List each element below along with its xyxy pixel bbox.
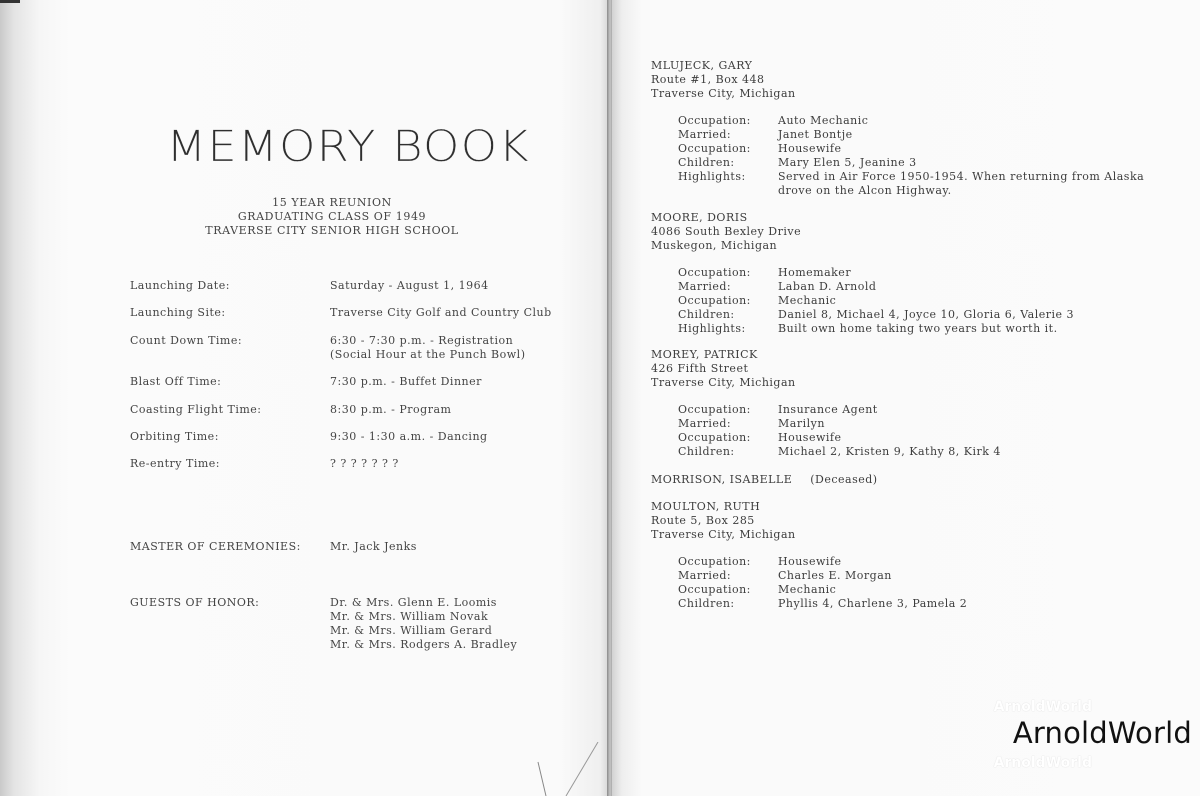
entry-address: 4086 South Bexley Drive xyxy=(651,225,802,238)
schedule-value: 9:30 - 1:30 a.m. - Dancing xyxy=(330,430,488,443)
detail-row xyxy=(651,308,1191,322)
entry-name: MOORE, DORIS xyxy=(651,211,748,224)
schedule-value: Traverse City Golf and Country Club xyxy=(330,306,552,319)
detail-value: Marilyn xyxy=(778,417,825,430)
detail-value: Homemaker xyxy=(778,266,852,279)
detail-row xyxy=(651,142,1191,156)
entry-address: Route #1, Box 448 xyxy=(651,73,765,86)
detail-row xyxy=(651,294,1191,308)
detail-label: Occupation: xyxy=(678,403,751,416)
entry-name: MOREY, PATRICK xyxy=(651,348,758,361)
detail-value: Mechanic xyxy=(778,583,837,596)
detail-label: Occupation: xyxy=(678,266,751,279)
page-fold-mark xyxy=(532,742,602,796)
guests-label: GUESTS OF HONOR: xyxy=(130,596,260,609)
corner-mark xyxy=(0,0,20,3)
entry-address: Route 5, Box 285 xyxy=(651,514,755,527)
entry-address: Traverse City, Michigan xyxy=(651,528,796,541)
detail-row xyxy=(651,569,1191,583)
schedule-label: Blast Off Time: xyxy=(130,375,222,388)
detail-value: Janet Bontje xyxy=(778,128,853,141)
watermark-ghost-top: ArnoldWorld xyxy=(993,699,1092,715)
entry-note: (Deceased) xyxy=(810,473,878,486)
master-value: Mr. Jack Jenks xyxy=(330,540,417,553)
schedule-value: 7:30 p.m. - Buffet Dinner xyxy=(330,375,482,388)
entry-address: Muskegon, Michigan xyxy=(651,239,778,252)
detail-value: Housewife xyxy=(778,142,842,155)
detail-row xyxy=(651,280,1191,294)
detail-value: Mary Elen 5, Jeanine 3 xyxy=(778,156,917,169)
detail-label: Married: xyxy=(678,128,732,141)
detail-label: Children: xyxy=(678,156,735,169)
detail-label: Occupation: xyxy=(678,114,751,127)
detail-row xyxy=(651,266,1191,280)
directory-entry xyxy=(651,348,1191,459)
detail-row xyxy=(651,417,1191,431)
detail-row xyxy=(651,128,1191,142)
guest-name: Mr. & Mrs. William Novak xyxy=(330,610,489,623)
entry-address: 426 Fifth Street xyxy=(651,362,749,375)
guest-name: Mr. & Mrs. Rodgers A. Bradley xyxy=(330,638,518,651)
detail-value: Michael 2, Kristen 9, Kathy 8, Kirk 4 xyxy=(778,445,1001,458)
detail-value: Built own home taking two years but worth it. xyxy=(778,322,1058,335)
schedule-label: Coasting Flight Time: xyxy=(130,403,262,416)
entry-details xyxy=(651,114,1191,198)
highlights-row xyxy=(651,170,1191,198)
detail-row xyxy=(651,597,1191,611)
detail-label: Occupation: xyxy=(678,431,751,444)
detail-value: Auto Mechanic xyxy=(778,114,869,127)
detail-label: Children: xyxy=(678,597,735,610)
detail-label: Occupation: xyxy=(678,555,751,568)
entry-details xyxy=(651,403,1191,459)
detail-value: Insurance Agent xyxy=(778,403,878,416)
detail-value: Phyllis 4, Charlene 3, Pamela 2 xyxy=(778,597,968,610)
master-label: MASTER OF CEREMONIES: xyxy=(130,540,301,553)
schedule-label: Launching Date: xyxy=(130,279,230,292)
detail-row xyxy=(651,156,1191,170)
directory-entry xyxy=(651,473,1191,487)
entry-name: MLUJECK, GARY xyxy=(651,59,753,72)
subtitle-line: GRADUATING CLASS OF 1949 xyxy=(237,210,427,223)
detail-row xyxy=(651,431,1191,445)
directory-entry xyxy=(651,59,1191,198)
detail-label: Occupation: xyxy=(678,142,751,155)
schedule-label: Re-entry Time: xyxy=(130,457,220,470)
schedule-value-secondary: (Social Hour at the Punch Bowl) xyxy=(330,348,526,361)
page-title: MEMORY BOOK xyxy=(166,122,530,172)
detail-label: Occupation: xyxy=(678,294,751,307)
subtitle-line: TRAVERSE CITY SENIOR HIGH SCHOOL xyxy=(205,224,459,237)
detail-label: Children: xyxy=(678,308,735,321)
detail-value: Housewife xyxy=(778,431,842,444)
detail-label: Children: xyxy=(678,445,735,458)
schedule-value: Saturday - August 1, 1964 xyxy=(330,279,489,292)
entry-details xyxy=(651,555,1191,611)
guest-name: Mr. & Mrs. William Gerard xyxy=(330,624,493,637)
entry-address: Traverse City, Michigan xyxy=(651,376,796,389)
schedule-label: Launching Site: xyxy=(130,306,226,319)
schedule-label: Orbiting Time: xyxy=(130,430,219,443)
detail-label: Married: xyxy=(678,417,732,430)
detail-row xyxy=(651,583,1191,597)
directory-entry xyxy=(651,500,1191,611)
subtitle-line: 15 YEAR REUNION xyxy=(272,196,392,209)
detail-value: Mechanic xyxy=(778,294,837,307)
guest-name: Dr. & Mrs. Glenn E. Loomis xyxy=(330,596,497,609)
detail-row xyxy=(651,322,1191,336)
watermark-logo: ArnoldWorld xyxy=(1012,716,1192,750)
entry-details xyxy=(651,266,1191,336)
subtitle-block xyxy=(132,196,532,238)
entry-name: MOULTON, RUTH xyxy=(651,500,761,513)
detail-label: Married: xyxy=(678,280,732,293)
detail-value: Charles E. Morgan xyxy=(778,569,892,582)
schedule-value: 8:30 p.m. - Program xyxy=(330,403,452,416)
detail-value: Laban D. Arnold xyxy=(778,280,877,293)
entry-address: Traverse City, Michigan xyxy=(651,87,796,100)
detail-row xyxy=(651,403,1191,417)
schedule-value: 6:30 - 7:30 p.m. - Registration xyxy=(330,334,514,347)
schedule-label: Count Down Time: xyxy=(130,334,243,347)
highlights-value: Served in Air Force 1950-1954. When returning from Alaska drove on the Alcon Highway. xyxy=(778,170,1145,197)
detail-value: Daniel 8, Michael 4, Joyce 10, Gloria 6, Valerie 3 xyxy=(778,308,1075,321)
detail-row xyxy=(651,445,1191,459)
detail-row xyxy=(651,555,1191,569)
detail-label: Occupation: xyxy=(678,583,751,596)
schedule-value: ? ? ? ? ? ? ? xyxy=(330,457,399,470)
entry-name: MORRISON, ISABELLE xyxy=(651,473,793,486)
highlights-label: Highlights: xyxy=(678,170,746,183)
detail-row xyxy=(651,114,1191,128)
detail-label: Highlights: xyxy=(678,322,746,335)
directory-entry xyxy=(651,211,1191,336)
detail-value: Housewife xyxy=(778,555,842,568)
detail-label: Married: xyxy=(678,569,732,582)
watermark-ghost-bottom: ArnoldWorld xyxy=(993,755,1092,771)
